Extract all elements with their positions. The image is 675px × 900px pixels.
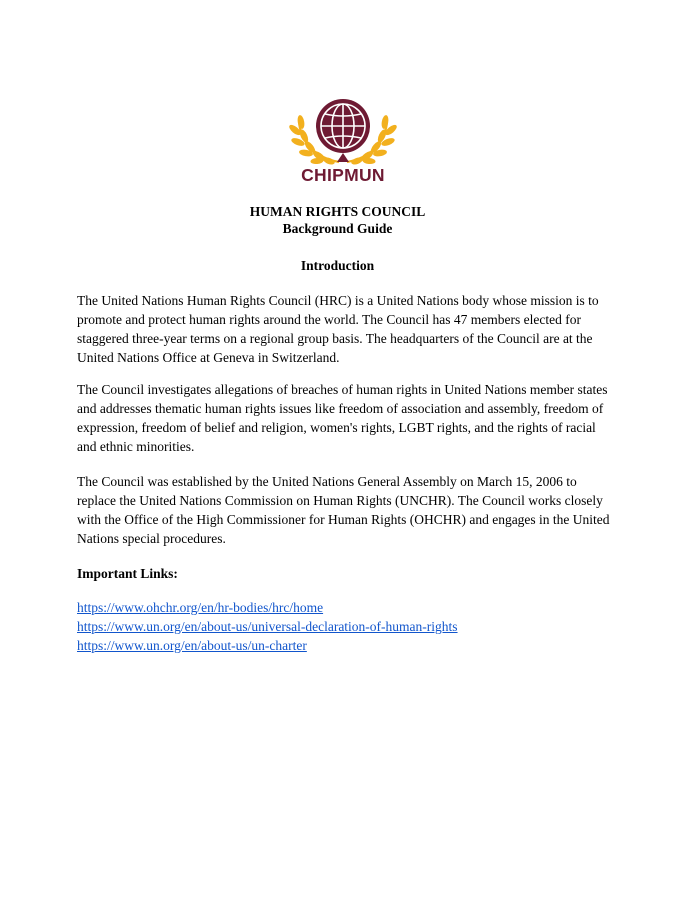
paragraph-investigations: The Council investigates allegations of breaches of human rights in United Nations member states and addresses thematic human rights issues like freedom of association and assembly, freedom of expression, freedom of belief and religion, women's rights, LGBT rights, and the rights of racial and ethnic minorities. (77, 382, 608, 454)
links-list (77, 598, 458, 655)
committee-title: HUMAN RIGHTS COUNCIL (249, 204, 426, 219)
globe-laurel-icon (287, 92, 399, 166)
section-heading: Introduction (300, 258, 375, 273)
document-subtitle: Background Guide (282, 221, 393, 236)
link-ohchr-hrc[interactable]: https://www.ohchr.org/en/hr-bodies/hrc/home (77, 600, 324, 615)
logo-wordmark: CHIPMUN (301, 165, 385, 185)
paragraph-intro: The United Nations Human Rights Council (HRC) is a United Nations body whose mission is to promote and protect human rights around the world. The Council has 47 members elected for staggered three-year terms on a regional group basis. The headquarters of the Council are at the United Nations Office at Geneva in Switzerland. (77, 293, 599, 365)
links-heading: Important Links: (77, 566, 178, 581)
link-udhr[interactable]: https://www.un.org/en/about-us/universal-declaration-of-human-rights (77, 619, 458, 634)
chipmun-logo (287, 92, 399, 192)
link-un-charter[interactable]: https://www.un.org/en/about-us/un-charter (77, 638, 307, 653)
paragraph-establishment: The Council was established by the United Nations General Assembly on March 15, 2006 to replace the United Nations Commission on Human Rights (UNCHR). The Council works closely with the Office of the High Commissioner for Human Rights (OHCHR) and engages in the United Nations special procedures. (77, 474, 610, 546)
